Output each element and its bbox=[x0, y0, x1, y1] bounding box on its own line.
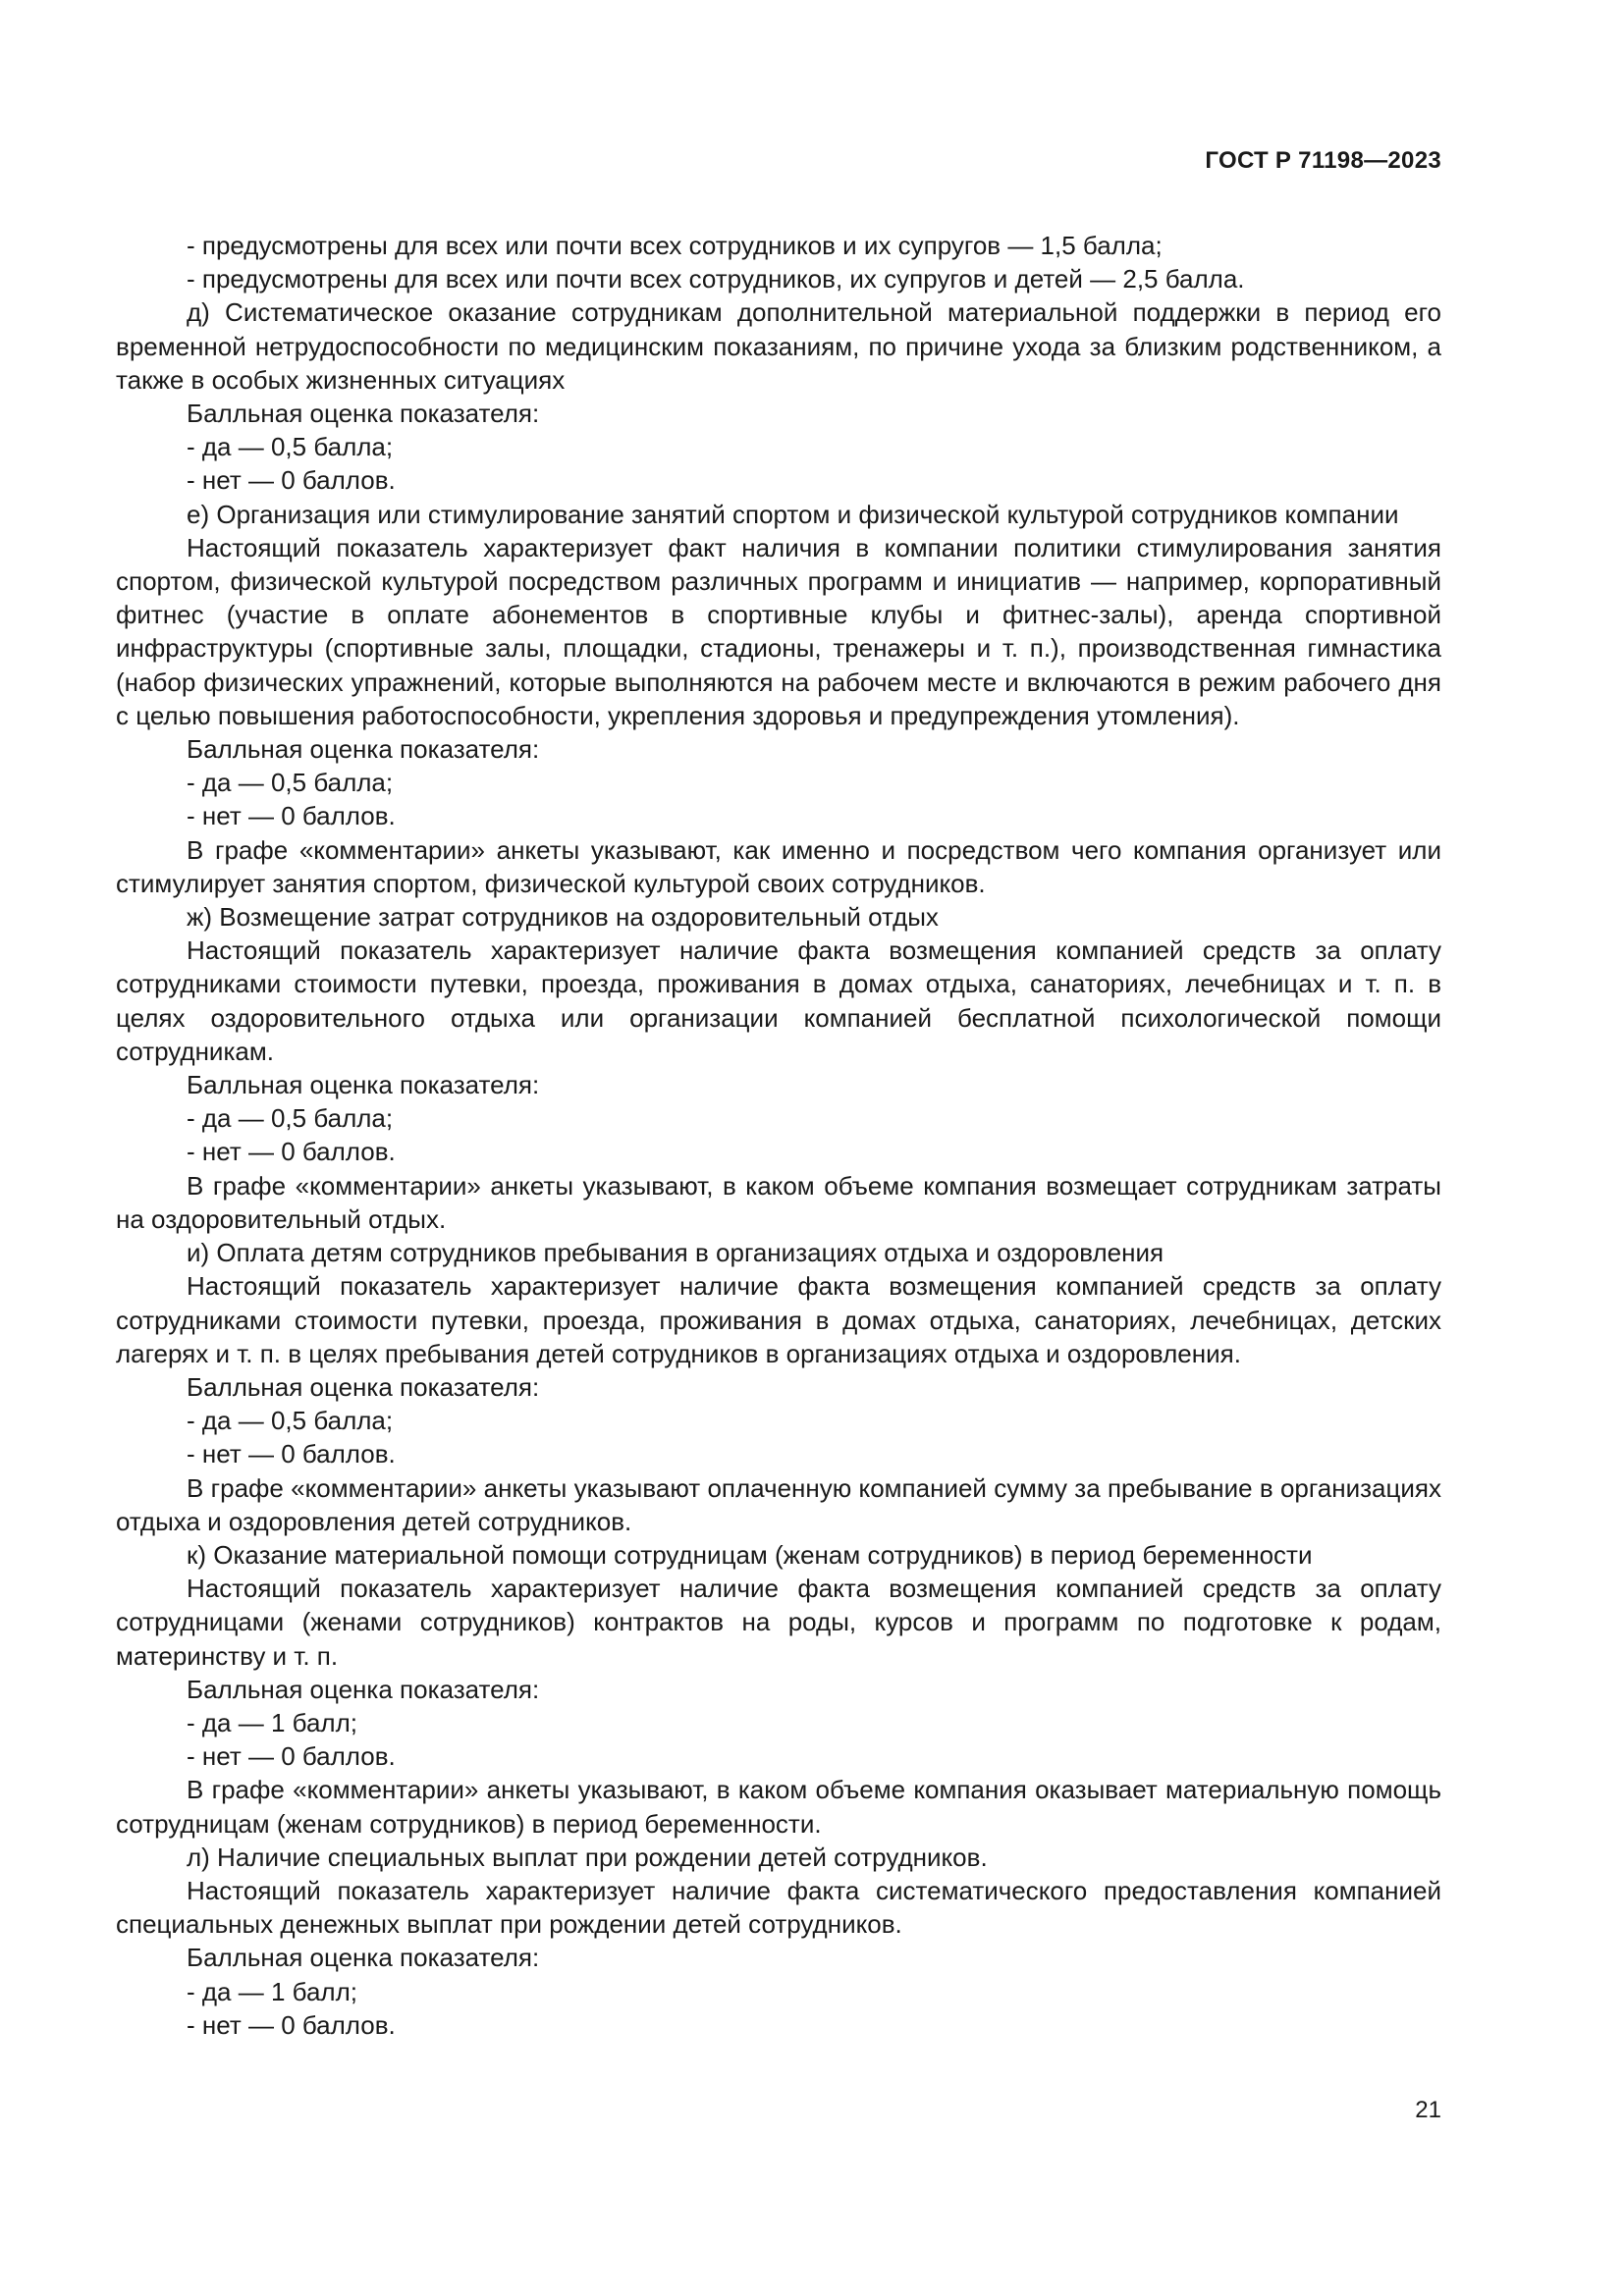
comment-paragraph: В графе «комментарии» анкеты указывают, как именно и посредством чего компания организует или стимулирует занятия спортом, физической культурой своих сотрудников. bbox=[116, 834, 1441, 898]
standard-number: ГОСТ Р 71198—2023 bbox=[1205, 147, 1441, 174]
score-label: Балльная оценка показателя: bbox=[187, 1371, 540, 1402]
score-yes: - да — 0,5 балла; bbox=[187, 1406, 394, 1436]
score-yes: - да — 0,5 балла; bbox=[187, 1103, 394, 1134]
score-label: Балльная оценка показателя: bbox=[187, 399, 540, 429]
paragraph: Настоящий показатель характеризует наличие факта возмещения компанией средств за оплату сотрудницами (женами сотрудников) контрактов на роды, курсов и программ по подготовке к родам, материнству и т. п. bbox=[116, 1574, 1441, 1671]
section-heading-l: л) Наличие специальных выплат при рождении детей сотрудников. bbox=[187, 1842, 988, 1872]
score-yes: - да — 0,5 балла; bbox=[187, 768, 394, 798]
paragraph: Настоящий показатель характеризует наличие факта возмещения компанией средств за оплату сотрудниками стоимости путевки, проезда, проживания в домах отдыха, санаториях, лечебницах, детских лагерях и т. п. в целях пребывания детей сотрудников в организациях отдыха и оздоровления. bbox=[116, 1271, 1441, 1368]
score-yes: - да — 1 балл; bbox=[187, 1976, 357, 2006]
score-no: - нет — 0 баллов. bbox=[187, 1439, 396, 1469]
section-heading-d: д) Систематическое оказание сотрудникам дополнительной материальной поддержки в период его временной нетрудоспособности по медицинским показаниям, по причине ухода за близким родственником, а также в особых жизненных ситуациях bbox=[116, 297, 1441, 395]
list-item: - предусмотрены для всех или почти всех сотрудников и их супругов — 1,5 балла; bbox=[187, 231, 1163, 260]
score-label: Балльная оценка показателя: bbox=[187, 1070, 540, 1100]
list-item: - предусмотрены для всех или почти всех сотрудников, их супругов и детей — 2,5 балла. bbox=[187, 264, 1245, 294]
page-number: 21 bbox=[1415, 2097, 1441, 2123]
section-heading-zh: ж) Возмещение затрат сотрудников на оздоровительный отдых bbox=[187, 902, 939, 933]
comment-paragraph: В графе «комментарии» анкеты указывают оплаченную компанией сумму за пребывание в организациях отдыха и оздоровления детей сотрудников. bbox=[116, 1472, 1441, 1536]
score-yes: - да — 0,5 балла; bbox=[187, 432, 394, 462]
paragraph: Настоящий показатель характеризует наличие факта систематического предоставления компанией специальных денежных выплат при рождении детей сотрудников. bbox=[116, 1875, 1441, 1940]
section-heading-e: е) Организация или стимулирование занятий спортом и физической культурой сотрудников компании bbox=[187, 499, 1399, 529]
paragraph: Настоящий показатель характеризует наличие факта возмещения компанией средств за оплату сотрудниками стоимости путевки, проезда, проживания в домах отдыха, санаториях, лечебницах и т. п. в целях оздоровительного отдыха или организации компанией бесплатной психологической помощи сотрудникам. bbox=[116, 935, 1441, 1066]
score-yes: - да — 1 балл; bbox=[187, 1707, 357, 1737]
comment-paragraph: В графе «комментарии» анкеты указывают, в каком объеме компания возмещает сотрудникам затраты на оздоровительный отдых. bbox=[116, 1170, 1441, 1234]
score-no: - нет — 0 баллов. bbox=[187, 801, 396, 831]
score-label: Балльная оценка показателя: bbox=[187, 1943, 540, 1973]
score-no: - нет — 0 баллов. bbox=[187, 1137, 396, 1167]
paragraph: Настоящий показатель характеризует факт наличия в компании политики стимулирования занятия спортом, физической культурой посредством различных программ и инициатив — например, корпоративный фитнес (участие в оплате абонементов в спортивные клубы и фитнес-залы), аренда спортивной инфраструктуры (спортивные залы, площадки, стадионы, тренажеры и т. п.), производственная гимнастика (набор физических упражнений, которые выполняются на рабочем месте и включаются в режим рабочего дня с целью повышения работоспособности, укрепления здоровья и предупреждения утомления). bbox=[116, 532, 1441, 730]
score-label: Балльная оценка показателя: bbox=[187, 734, 540, 765]
document-body bbox=[116, 229, 1441, 2042]
score-label: Балльная оценка показателя: bbox=[187, 1674, 540, 1704]
section-heading-k: к) Оказание материальной помощи сотрудницам (женам сотрудников) в период беременности bbox=[187, 1539, 1313, 1570]
comment-paragraph: В графе «комментарии» анкеты указывают, в каком объеме компания оказывает материальную помощь сотрудницам (женам сотрудников) в период беременности. bbox=[116, 1775, 1441, 1839]
section-heading-i: и) Оплата детям сотрудников пребывания в организациях отдыха и оздоровления bbox=[187, 1238, 1164, 1268]
score-no: - нет — 0 баллов. bbox=[187, 465, 396, 496]
score-no: - нет — 0 баллов. bbox=[187, 1741, 396, 1772]
score-no: - нет — 0 баллов. bbox=[187, 2009, 396, 2040]
